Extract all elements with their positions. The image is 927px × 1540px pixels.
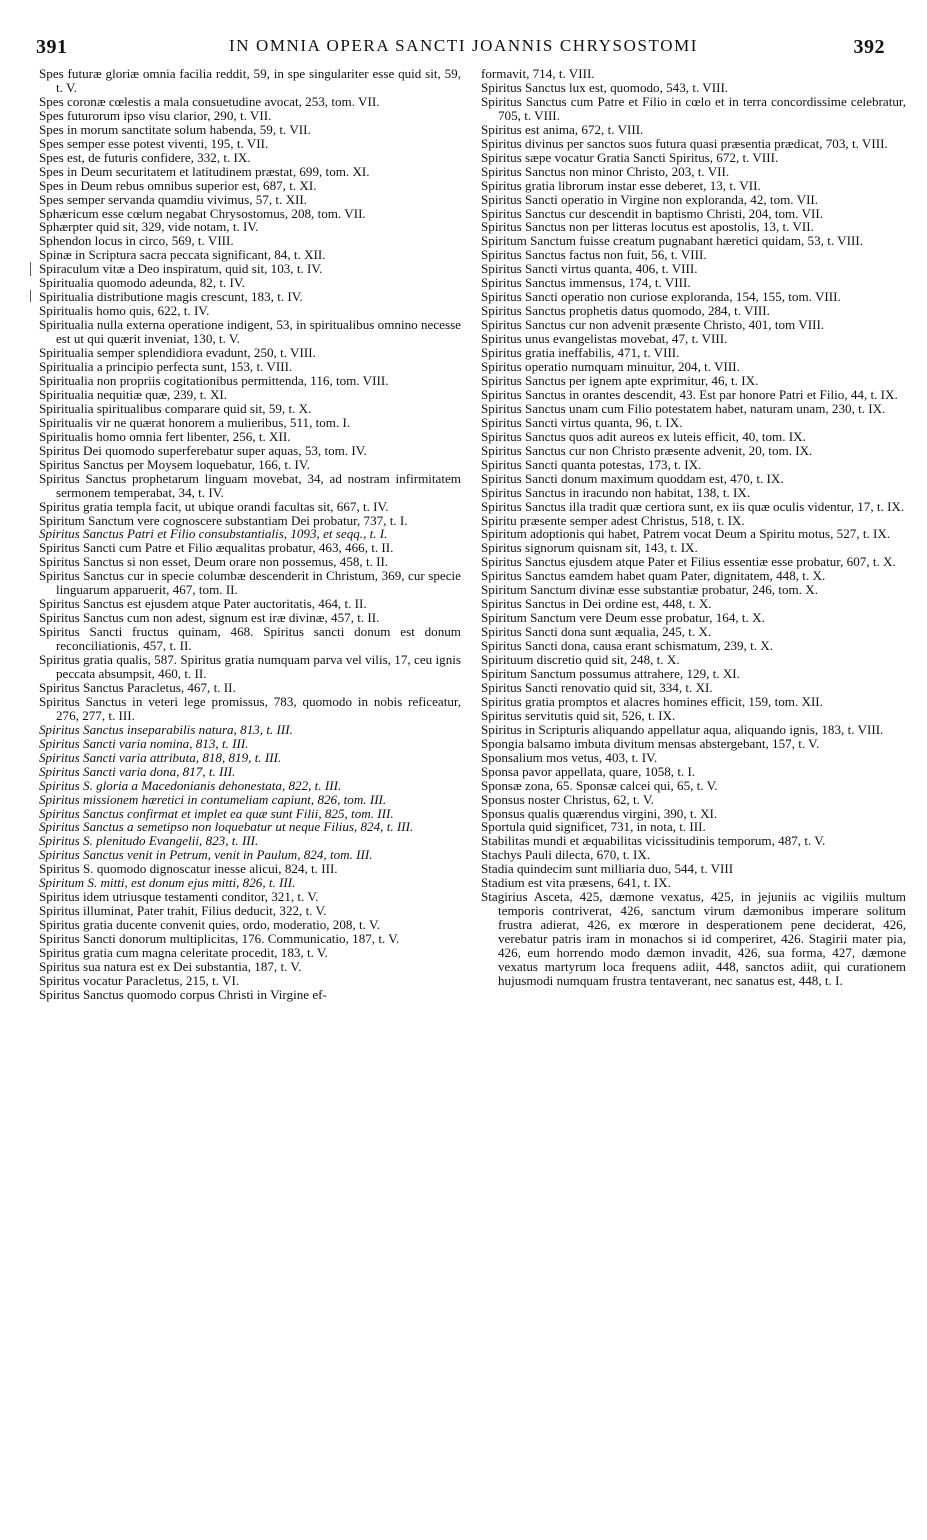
index-entry: Spiritus Sanctus in Dei ordine est, 448, t. X. — [481, 596, 712, 612]
margin-mark — [30, 262, 31, 276]
index-entry: Spiritus gratia librorum instar esse deberet, 13, t. VII. — [481, 177, 761, 193]
index-entry: Spiritum Sanctum possumus attrahere, 129, t. XI. — [481, 665, 740, 681]
index-entry: Spiritualia a principio perfecta sunt, 153, t. VIII. — [39, 359, 293, 375]
index-entry: Spiritus Sancti varia attributa, 818, 819, t. III. — [39, 749, 282, 765]
index-entry: Spes futurorum ipso visu clarior, 290, t. VII. — [39, 107, 272, 123]
index-entry: Spiritualia spiritualibus comparare quid sit, 59, t. X. — [39, 400, 312, 416]
index-entry: Spiritus Sanctus non per litteras locutus est apostolis, 13, t. VII. — [481, 219, 814, 235]
index-entry: Spongia balsamo imbuta divitum mensas abstergebant, 157, t. V. — [481, 735, 820, 751]
index-entry: Spiritualis vir ne quærat honorem a mulieribus, 511, tom. I. — [39, 414, 351, 430]
index-entry: formavit, 714, t. VIII. — [481, 67, 595, 81]
index-entry: Spiritus Sanctus non minor Christo, 203, t. VII. — [481, 163, 730, 179]
index-entry: Spiritus Sanctus immensus, 174, t. VIII. — [481, 275, 691, 291]
index-entry: Sphærpter quid sit, 329, vide notam, t. IV. — [39, 219, 259, 235]
index-entry: Spiritus Sancti dona sunt æqualia, 245, t. X. — [481, 624, 712, 640]
index-entry: Spiritus Sancti dona, causa erant schismatum, 239, t. X. — [481, 638, 774, 654]
index-entry: Spiritum Sanctum divinæ esse substantiæ probatur, 246, tom. X. — [481, 582, 818, 598]
index-entry: Spiritus Sanctus in veteri lege promissus, 783, quomodo in nobis reficeatur, 276, 277, t. III. — [39, 693, 461, 723]
index-entry: Spiritus Sancti donum maximum quoddam est, 470, t. IX. — [481, 470, 784, 486]
index-entry: Spiritus Sanctus illa tradit quæ certiora sunt, ex iis quæ oculis videntur, 17, t. IX. — [481, 498, 905, 514]
index-entry: Spiritus Sancti fructus quinam, 468. Spiritus sancti donum est donum reconciliationis, 457, t. II. — [39, 624, 461, 654]
index-entry: Spinæ in Scriptura sacra peccata significant, 84, t. XII. — [39, 247, 326, 263]
index-entry: Spiritus Sancti virtus quanta, 96, t. IX. — [481, 414, 683, 430]
index-entry: Spiritus Sanctus prophetis datus quomodo, 284, t. VIII. — [481, 303, 770, 319]
index-entry: Spiritus operatio numquam minuitur, 204, t. VIII. — [481, 359, 740, 375]
index-entry: Spiritus Sanctus factus non fuit, 56, t. VIII. — [481, 247, 707, 263]
index-entry: Spiritum Sanctum fuisse creatum pugnabant hæretici quidam, 53, t. VIII. — [481, 233, 863, 249]
index-entry: Sponsus noster Christus, 62, t. V. — [481, 791, 655, 807]
index-entry: Spiritus S. plenitudo Evangelii, 823, t. III. — [39, 833, 259, 849]
index-entry: Spiritus servitutis quid sit, 526, t. IX. — [481, 707, 676, 723]
index-entry: Stadia quindecim sunt milliaria duo, 544, t. VIII — [481, 861, 734, 877]
index-entry: Spiritus Sanctus lux est, quomodo, 543, t. VIII. — [481, 79, 729, 95]
index-entry: Spes in morum sanctitate solum habenda, 59, t. VII. — [39, 121, 311, 137]
index-entry: Spiritus Sanctus quomodo corpus Christi in Virgine ef- — [39, 986, 327, 1002]
margin-mark — [30, 290, 31, 302]
index-entry: Spiritus est anima, 672, t. VIII. — [481, 121, 644, 137]
index-entry: Spiritus sæpe vocatur Gratia Sancti Spiritus, 672, t. VIII. — [481, 149, 779, 165]
index-entry: Spiritus Sanctus ejusdem atque Pater et Filius essentiæ esse probatur, 607, t. X. — [481, 554, 896, 570]
index-entry: Spiritus Sanctus per Moysem loquebatur, 166, t. IV. — [39, 456, 310, 472]
index-entry: Spiritualia nequitiæ quæ, 239, t. XI. — [39, 386, 228, 402]
index-entry: Spes in Deum securitatem et latitudinem præstat, 699, tom. XI. — [39, 163, 370, 179]
index-entry: Stachys Pauli dilecta, 670, t. IX. — [481, 847, 651, 863]
index-entry: Spiritus Sanctus cum non adest, signum est iræ divinæ, 457, t. II. — [39, 610, 380, 626]
index-entry: Spiritualia nulla externa operatione indigent, 53, in spiritualibus omnino necesse est ut qui quærit inveniat, 130, t. V. — [39, 317, 461, 347]
index-entry: Stabilitas mundi et æquabilitas vicissitudinis temporum, 487, t. V. — [481, 833, 826, 849]
index-entry: Spiritus S. quomodo dignoscatur inesse alicui, 824, t. III. — [39, 861, 338, 877]
index-entry: Stagirius Asceta, 425, dæmone vexatus, 425, in jejuniis ac vigiliis multum temporis contriverat, 426, sanctum virum dæmonibus imperare solitum frustra adierat, 426, ex mœrore in desperationem pene deciderat, 426, verebatur patris iram in monachos si id comperiret, 426. Stagirii mater pia, 426, eum horrendo modo dæmon invadit, 426, sua forma, 427, dæmone vexatus martyrum loca frequens adiit, 448, sanctos adiit, qui curationem hujusmodi numquam frustra tentaverant, nec sanatus est, 448, t. I. — [481, 889, 906, 988]
index-entry: Spes coronæ cœlestis a mala consuetudine avocat, 253, tom. VII. — [39, 93, 380, 109]
index-entry: Spiritus Sanctus eamdem habet quam Pater, dignitatem, 448, t. X. — [481, 568, 826, 584]
index-entry: Sphendon locus in circo, 569, t. VIII. — [39, 233, 234, 249]
index-entry: Spiritus Sancti virtus quanta, 406, t. VIII. — [481, 261, 698, 277]
index-entry: Spirituum discretio quid sit, 248, t. X. — [481, 652, 680, 668]
index-entry: Spiritus Sanctus confirmat et implet ea quæ sunt Filii, 825, tom. III. — [39, 805, 394, 821]
index-entry: Spiritus in Scripturis aliquando appellatur aqua, aliquando ignis, 183, t. VIII. — [481, 721, 884, 737]
index-entry: Spiritus Sanctus Patri et Filio consubstantialis, 1093, et seqq., t. I. — [39, 526, 388, 542]
index-entry: Spiritus gratia ducente convenit quies, ordo, moderatio, 208, t. V. — [39, 917, 380, 933]
index-entry: Spes in Deum rebus omnibus superior est, 687, t. XI. — [39, 177, 317, 193]
index-entry: Spes semper servanda quamdiu vivimus, 57, t. XII. — [39, 191, 308, 207]
right-index-column — [481, 67, 906, 1532]
index-entry: Spiritus Sanctus cum Patre et Filio in cœlo et in terra concordissime celebratur, 705, t. VIII. — [481, 93, 906, 123]
index-entry: Spes futuræ gloriæ omnia facilia reddit, 59, in spe singulariter esse quid sit, 59, t. V. — [39, 67, 461, 95]
index-entry: Spiritus Sancti cum Patre et Filio æqualitas probatur, 463, 466, t. II. — [39, 540, 394, 556]
left-index-column — [39, 67, 461, 1532]
index-entry: Spiritus Sanctus unam cum Filio potestatem habet, naturam unam, 230, t. IX. — [481, 400, 886, 416]
index-entry: Sphæricum esse cœlum negabat Chrysostomus, 208, tom. VII. — [39, 205, 366, 221]
index-entry: Spiritus missionem hæretici in contumeliam capiunt, 826, tom. III. — [39, 791, 387, 807]
index-entry: Spiritus Sanctus cur in specie columbæ descenderit in Christum, 369, cur specie linguarum apparuerit, 467, tom. II. — [39, 568, 461, 598]
index-entry: Sponsalium mos vetus, 403, t. IV. — [481, 749, 658, 765]
index-entry: Sponsa pavor appellata, quare, 1058, t. I. — [481, 763, 696, 779]
index-entry: Spiritus Sanctus per ignem apte exprimitur, 46, t. IX. — [481, 372, 759, 388]
index-entry: Spiritus Sanctus cur descendit in baptismo Christi, 204, tom. VII. — [481, 205, 823, 221]
index-entry: Spiritu præsente semper adest Christus, 518, t. IX. — [481, 512, 745, 528]
index-entry: Spiritus illuminat, Pater trahit, Filius deducit, 322, t. V. — [39, 903, 327, 919]
index-entry: Spiritus unus evangelistas movebat, 47, t. VIII. — [481, 331, 728, 347]
index-entry: Spiritum Sanctum vere Deum esse probatur, 164, t. X. — [481, 610, 765, 626]
index-entry: Spiritus gratia templa facit, ut ubique orandi facultas sit, 667, t. IV. — [39, 498, 389, 514]
index-entry: Spiritus gratia cum magna celeritate procedit, 183, t. V. — [39, 945, 328, 961]
index-entry: Spiritus vocatur Paracletus, 215, t. VI. — [39, 972, 240, 988]
index-entry: Spiritus Sanctus inseparabilis natura, 813, t. III. — [39, 721, 293, 737]
index-entry: Spiritus Sanctus in iracundo non habitat, 138, t. IX. — [481, 484, 751, 500]
index-entry: Spiritus Sanctus Paracletus, 467, t. II. — [39, 679, 236, 695]
index-entry: Spiritum Sanctum vere cognoscere substantiam Dei probatur, 737, t. I. — [39, 512, 408, 528]
index-entry: Spiritus signorum quisnam sit, 143, t. IX. — [481, 540, 698, 556]
index-entry: Spiritualia quomodo adeunda, 82, t. IV. — [39, 275, 245, 291]
right-page-number: 392 — [853, 36, 885, 58]
index-entry: Spiritus Sanctus venit in Petrum, venit in Paulum, 824, tom. III. — [39, 847, 373, 863]
index-entry: Spiritus Sanctus a semetipso non loquebatur ut neque Filius, 824, t. III. — [39, 819, 414, 835]
index-entry: Sponsæ zona, 65. Sponsæ calcei qui, 65, t. V. — [481, 777, 718, 793]
left-page-number: 391 — [36, 36, 68, 58]
index-entry: Spiritus Sancti quanta potestas, 173, t. IX. — [481, 456, 702, 472]
index-entry: Spiritus gratia ineffabilis, 471, t. VIII. — [481, 345, 680, 361]
index-entry: Spiritus gratia promptos et alacres homines efficit, 159, tom. XII. — [481, 693, 823, 709]
index-entry: Spiritualia non propriis cogitationibus permittenda, 116, tom. VIII. — [39, 372, 389, 388]
index-entry: Spiritualis homo quis, 622, t. IV. — [39, 303, 210, 319]
index-entry: Spes semper esse potest viventi, 195, t. VII. — [39, 135, 269, 151]
index-entry: Spiritus Sanctus quos adit aureos ex luteis efficit, 40, tom. IX. — [481, 428, 806, 444]
index-entry: Stadium est vita præsens, 641, t. IX. — [481, 875, 671, 891]
index-entry: Spiritus Sancti varia dona, 817, t. III. — [39, 763, 236, 779]
index-entry: Spiritus idem utriusque testamenti conditor, 321, t. V. — [39, 889, 319, 905]
index-entry: Spiritus Sancti operatio in Virgine non exploranda, 42, tom. VII. — [481, 191, 819, 207]
index-entry: Spiritus Dei quomodo superferebatur super aquas, 53, tom. IV. — [39, 442, 367, 458]
index-entry: Sportula quid significet, 731, in nota, t. III. — [481, 819, 706, 835]
running-title: IN OMNIA OPERA SANCTI JOANNIS CHRYSOSTOMI — [228, 36, 699, 55]
index-entry: Spiritus Sanctus cur non Christo præsente advenit, 20, tom. IX. — [481, 442, 813, 458]
index-entry: Spiritus S. gloria a Macedonianis dehonestata, 822, t. III. — [39, 777, 342, 793]
index-entry: Spiritum adoptionis qui habet, Patrem vocat Deum a Spiritu motus, 527, t. IX. — [481, 526, 891, 542]
index-entry: Spiritum S. mitti, est donum ejus mitti, 826, t. III. — [39, 875, 296, 891]
index-entry: Spiritus Sanctus cur non advenit præsente Christo, 401, tom VIII. — [481, 317, 825, 333]
index-entry: Spiraculum vitæ a Deo inspiratum, quid sit, 103, t. IV. — [39, 261, 323, 277]
index-entry: Spiritus Sanctus est ejusdem atque Pater auctoritatis, 464, t. II. — [39, 596, 367, 612]
index-entry: Spiritus Sancti operatio non curiose exploranda, 154, 155, tom. VIII. — [481, 289, 841, 305]
index-entry: Sponsus qualis quærendus virgini, 390, t. XI. — [481, 805, 718, 821]
index-entry: Spiritus sua natura est ex Dei substantia, 187, t. V. — [39, 959, 302, 974]
index-entry: Spiritus Sancti varia nomina, 813, t. III. — [39, 735, 249, 751]
index-entry: Spiritus Sancti donorum multiplicitas, 176. Communicatio, 187, t. V. — [39, 931, 400, 947]
index-entry: Spiritus divinus per sanctos suos futura quasi præsentia prædicat, 703, t. VIII. — [481, 135, 888, 151]
index-entry: Spiritus Sancti renovatio quid sit, 334, t. XI. — [481, 679, 713, 695]
index-entry: Spiritualia semper splendidiora evadunt, 250, t. VIII. — [39, 345, 316, 361]
index-entry: Spiritus Sanctus prophetarum linguam movebat, 34, ad nostram infirmitatem sermonem temperabat, 34, t. IV. — [39, 470, 461, 500]
index-entry: Spiritualis homo omnia fert libenter, 256, t. XII. — [39, 428, 291, 444]
page-header — [0, 0, 927, 66]
index-entry: Spiritus Sanctus si non esset, Deum orare non possemus, 458, t. II. — [39, 554, 389, 570]
index-entry: Spiritualia distributione magis crescunt, 183, t. IV. — [39, 289, 303, 305]
index-entry: Spes est, de futuris confidere, 332, t. IX. — [39, 149, 251, 165]
index-entry: Spiritus Sanctus in orantes descendit, 43. Est par honore Patri et Filio, 44, t. IX. — [481, 386, 898, 402]
index-entry: Spiritus gratia qualis, 587. Spiritus gratia numquam parva vel vilis, 17, ceu ignis peccata absumpsit, 460, t. II. — [39, 652, 461, 681]
